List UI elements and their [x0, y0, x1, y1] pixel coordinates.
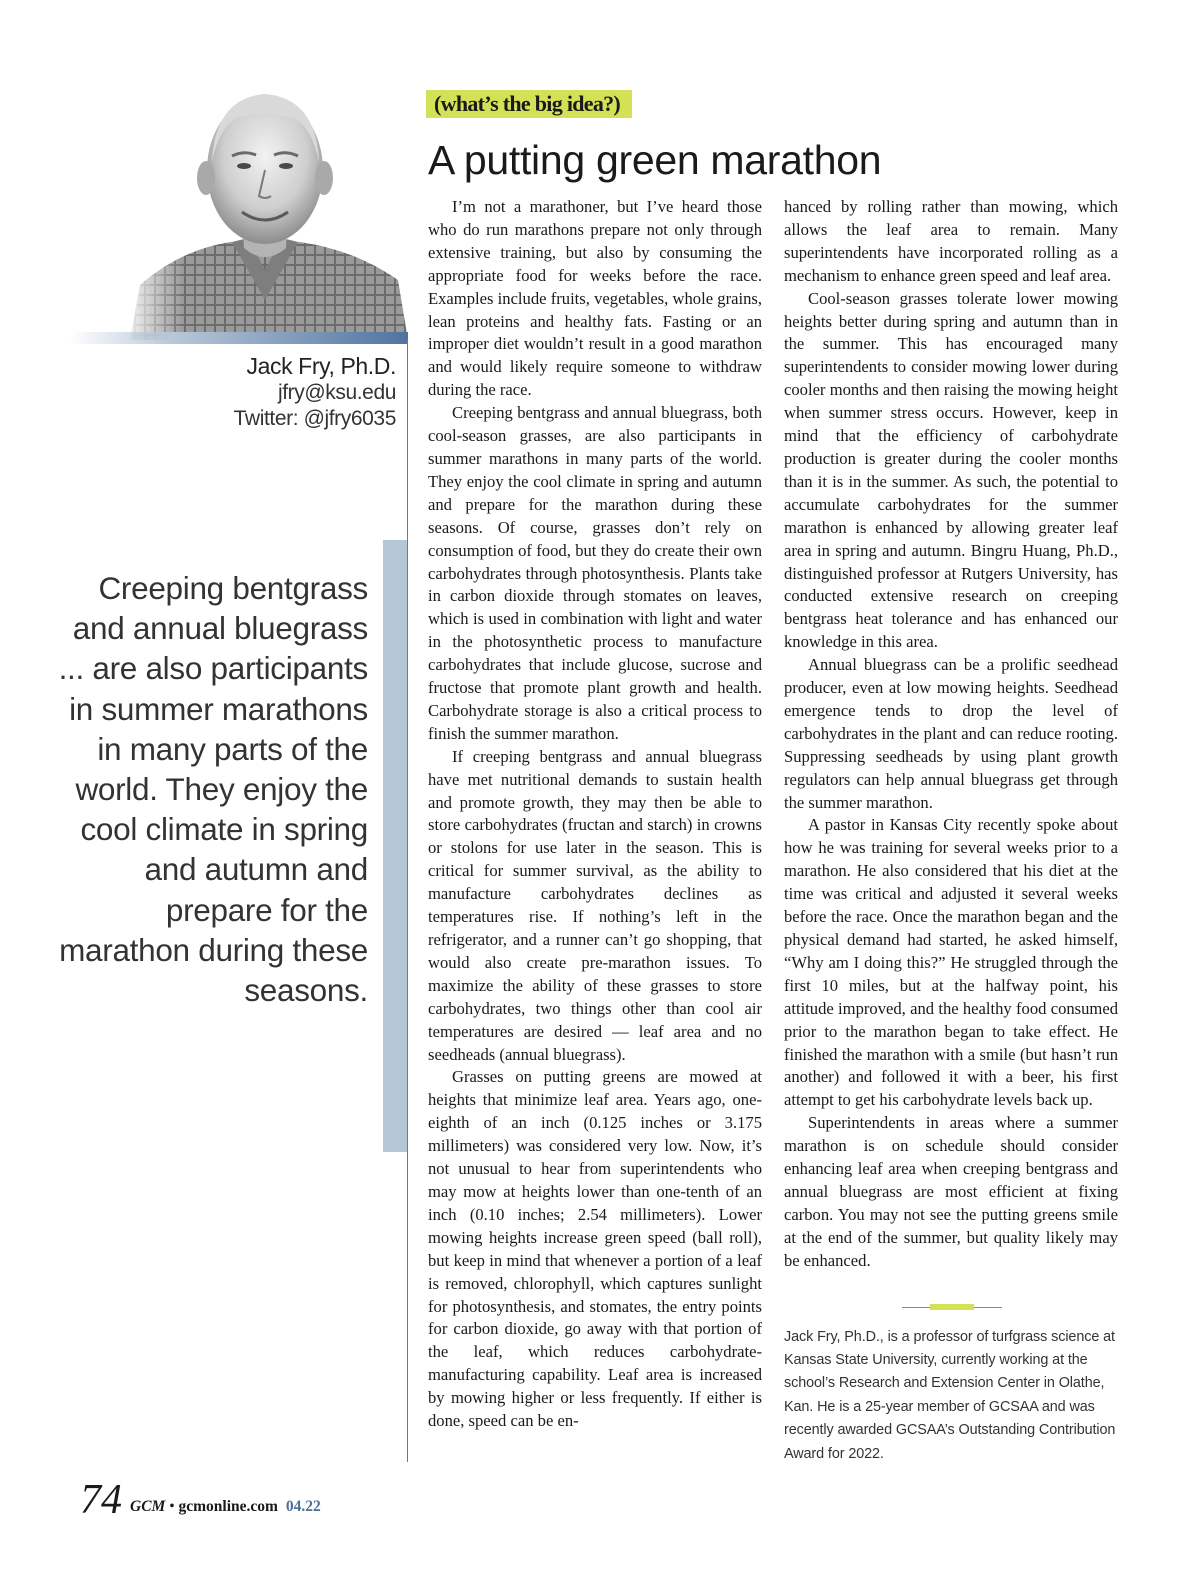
footer-info [130, 1496, 321, 1518]
issue-date: 04.22 [285, 1498, 321, 1515]
paragraph: I’m not a marathoner, but I’ve heard those who do run marathons prepare not only through extensive training, but also by consuming the appropriate food for weeks before the race. Examples include fruits, vegetables, whole grains, lean proteins and healthy fats. Fasting or an improper diet wouldn’t result in a good marathon and would likely require someone to withdraw during the race. [428, 197, 762, 400]
bio-divider [902, 1304, 1002, 1311]
section-kicker: (what’s the big idea?) [426, 90, 632, 118]
paragraph: Annual bluegrass can be a prolific seedhead producer, even at low mowing heights. Seedhead emergence tends to drop the level of carbohydrates in the plant and can reduce rooting. Suppressing seedheads by using plant growth regulators can help annual bluegrass get through the summer marathon. [784, 655, 1118, 812]
paragraph: Creeping bentgrass and annual bluegrass, both cool-season grasses, are also participants in summer marathons in many parts of the world. They enjoy the cool climate in spring and autumn and prepare for the marathon during these seasons. Of course, grasses don’t rely on consumption of food, but they do create their own carbohydrates through photosynthesis. Plants take in carbon dioxide through stomates on leaves, which is used in combination with light and water in the photosynthetic process to manufacture carbohydrates that include glucose, sucrose and fructose that promote plant growth and health. Carbohydrate storage is also a critical process to finish the summer marathon. [428, 403, 762, 743]
column-divider-rule [407, 340, 408, 1462]
paragraph: Superintendents in areas where a summer marathon is on schedule should consider enhancing leaf area when creeping bentgrass and annual bluegrass are most efficient at fixing carbon. You may not see the putting greens smile at the end of the summer, but quality likely may be enhanced. [784, 1113, 1118, 1270]
article-title: A putting green marathon [428, 137, 882, 183]
author-portrait-illustration [120, 70, 408, 340]
paragraph: hanced by rolling rather than mowing, which allows the leaf area to remain. Many superintendents have incorporated rolling as a mechanism to enhance green speed and leaf area. [784, 197, 1118, 285]
paragraph: If creeping bentgrass and annual bluegrass have met nutritional demands to sustain health and promote growth, they may then be able to store carbohydrates (fructan and starch) in crowns or stolons for use later in the season. This is critical for summer survival, as the ability to manufacture carbohydrates declines as temperatures rise. If nothing’s left in the refrigerator, and a runner can’t go shopping, that would also create pre-marathon issues. To maximize the ability of these grasses to store carbohydrates, two things other than cool air temperatures are desired — leaf area and no seedheads (annual bluegrass). [428, 746, 762, 1064]
author-email: jfry@ksu.edu [277, 381, 396, 404]
footer-separator: • [169, 1498, 175, 1515]
author-bio: Jack Fry, Ph.D., is a professor of turfgrass science at Kansas State University, currently working at the school’s Research and Extension Center in Olathe, Kan. He is a 25-year member of GCSAA and was recently awarded GCSAA’s Outstanding Contribution Award for 2022. [784, 1328, 1116, 1462]
author-byline [150, 352, 396, 432]
paragraph: Cool-season grasses tolerate lower mowing heights better during spring and autumn than in the summer. This has encouraged many superintendents to consider mowing lower during cooler months and then raising the mowing height when summer stress occurs. However, keep in mind that the efficiency of carbohydrate production is greater during the cooler months than it is in the summer. As such, the potential to accumulate carbohydrates for the summer marathon is enhanced by allowing greater leaf area in spring and autumn. Bingru Huang, Ph.D., distinguished professor at Rutgers University, has conducted extensive research on creeping bentgrass heat tolerance and has enhanced our knowledge in this area. [784, 288, 1118, 652]
website-link[interactable]: gcmonline.com [178, 1498, 278, 1515]
page-number: 74 [80, 1477, 122, 1523]
magazine-name: GCM [130, 1498, 166, 1515]
article-column-2 [784, 196, 1118, 1466]
pull-quote-bar [383, 540, 407, 1152]
paragraph: Grasses on putting greens are mowed at heights that minimize leaf area. Years ago, one-eighth of an inch (0.125 inches or 3.175 millimeters) was considered very low. Now, it’s not unusual to hear from superintendents who may mow at heights lower than one-tenth of an inch (0.10 inches; 2.54 millimeters). Lower mowing heights increase green speed (ball roll), but keep in mind that whenever a portion of a leaf is removed, chlorophyll, which captures sunlight for photosynthesis, and stomates, the entry points for carbon dioxide, go away with that portion of the leaf, which reduces carbohydrate-manufacturing capability. Leaf area is increased by mowing higher or less frequently. If either is done, speed can be en- [428, 1067, 762, 1431]
pull-quote: Creeping bentgrass and annual bluegrass ... are also participants in summer marathons in many parts of the world. They enjoy the cool climate in spring and autumn and prepare for the marathon during these seasons. [58, 570, 368, 1009]
author-twitter: Twitter: @jfry6035 [233, 407, 396, 430]
photo-divider-rule [70, 332, 408, 344]
author-name: Jack Fry, Ph.D. [246, 353, 396, 379]
bio-divider-accent [930, 1304, 974, 1310]
author-photo [120, 70, 408, 340]
article-column-1 [428, 196, 762, 1433]
paragraph: A pastor in Kansas City recently spoke about how he was training for several weeks prior to a marathon. He also considered that his diet at the time was critical and adjusted it several weeks before the race. Once the marathon began and the physical demand had started, he asked himself, “Why am I doing this?” He struggled through the first 10 miles, but at the halfway point, his attitude improved, and the healthy food consumed prior to the marathon began to take effect. He finished the marathon with a smile (but hasn’t run another) and followed it with a beer, his first attempt to get his carbohydrate levels back up. [784, 815, 1118, 1110]
